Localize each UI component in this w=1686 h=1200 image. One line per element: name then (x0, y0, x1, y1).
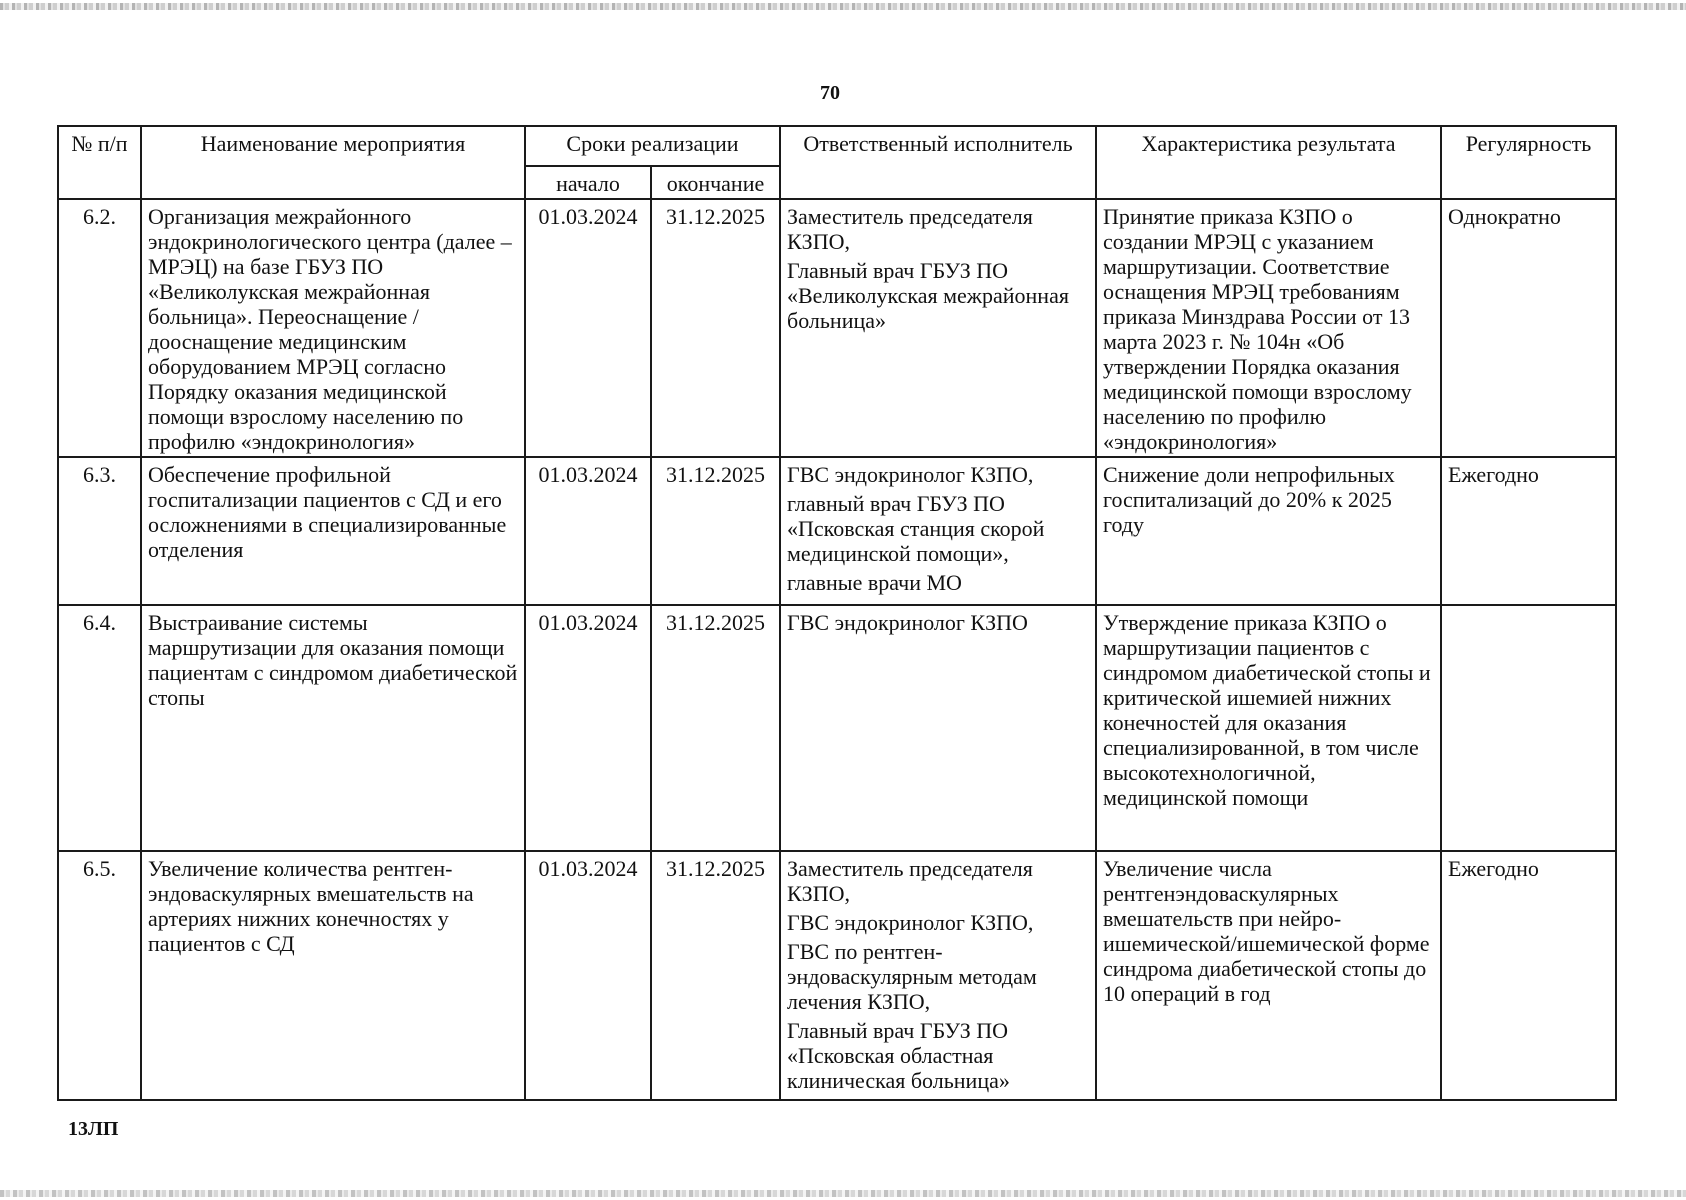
row-regularity: Ежегодно (1441, 457, 1616, 605)
row-name: Организация межрайонного эндокринологического центра (далее – МРЭЦ) на базе ГБУЗ ПО «Великолукская межрайонная больница». Переоснащение / дооснащение медицинским оборудованием МРЭЦ согласно Порядку оказания медицинской помощи взрослому населению по профилю «эндокринология» (141, 199, 525, 457)
responsible-line: ГВС по рентген-эндоваскулярным методам лечения КЗПО, (787, 939, 1037, 1014)
row-result: Утверждение приказа КЗПО о маршрутизации пациентов с синдромом диабетической стопы и критической ишемией нижних конечностей для оказания специализированной, в том числе высокотехнологичной, медицинской помощи (1096, 605, 1441, 851)
responsible-line: Заместитель председателя КЗПО, (787, 856, 1033, 906)
header-result: Характеристика результата (1096, 126, 1441, 199)
row-name: Обеспечение профильной госпитализации пациентов с СД и его осложнениями в специализированные отделения (141, 457, 525, 605)
row-num: 6.4. (58, 605, 141, 851)
row-end: 31.12.2025 (651, 605, 780, 851)
row-regularity: Ежегодно (1441, 851, 1616, 1100)
row-responsible (780, 457, 1096, 605)
row-result: Увеличение числа рентгенэндоваскулярных вмешательств при нейро-ишемической/ишемической форме синдрома диабетической стопы до 10 операций в год (1096, 851, 1441, 1100)
footer-code: 13ЛП (68, 1118, 119, 1140)
row-name: Выстраивание системы маршрутизации для оказания помощи пациентам с синдромом диабетической стопы (141, 605, 525, 851)
responsible-line: Заместитель председателя КЗПО, (787, 204, 1033, 254)
row-start: 01.03.2024 (525, 851, 651, 1100)
row-result: Принятие приказа КЗПО о создании МРЭЦ с указанием маршрутизации. Соответствие оснащения МРЭЦ требованиям приказа Минздрава России от 13 марта 2023 г. № 104н «Об утверждении Порядка оказания медицинской помощи взрослому населению по профилю «эндокринология» (1096, 199, 1441, 457)
row-responsible (780, 199, 1096, 457)
table-row (58, 851, 1616, 1100)
scan-edge-top (0, 3, 1686, 10)
row-end: 31.12.2025 (651, 199, 780, 457)
table-row (58, 457, 1616, 605)
scan-edge-bottom (0, 1190, 1686, 1197)
plan-table (57, 125, 1617, 1101)
responsible-line: ГВС эндокринолог КЗПО, (787, 910, 1034, 935)
header-responsible: Ответственный исполнитель (780, 126, 1096, 199)
table-row (58, 199, 1616, 457)
row-regularity: Однократно (1441, 199, 1616, 457)
row-regularity (1441, 605, 1616, 851)
row-start: 01.03.2024 (525, 605, 651, 851)
table-row (58, 605, 1616, 851)
row-num: 6.2. (58, 199, 141, 457)
row-end: 31.12.2025 (651, 457, 780, 605)
row-result: Снижение доли непрофильных госпитализаций до 20% к 2025 году (1096, 457, 1441, 605)
header-name: Наименование мероприятия (141, 126, 525, 199)
row-responsible (780, 605, 1096, 851)
row-start: 01.03.2024 (525, 199, 651, 457)
row-num: 6.3. (58, 457, 141, 605)
row-responsible (780, 851, 1096, 1100)
row-num: 6.5. (58, 851, 141, 1100)
row-name: Увеличение количества рентген-эндоваскулярных вмешательств на артериях нижних конечностях у пациентов с СД (141, 851, 525, 1100)
responsible-line: главные врачи МО (787, 570, 962, 595)
page-number: 70 (820, 82, 840, 104)
row-end: 31.12.2025 (651, 851, 780, 1100)
header-start: начало (525, 166, 651, 199)
responsible-line: главный врач ГБУЗ ПО «Псковская станция скорой медицинской помощи», (787, 491, 1045, 566)
header-end: окончание (651, 166, 780, 199)
header-num: № п/п (58, 126, 141, 199)
responsible-line: Главный врач ГБУЗ ПО «Великолукская межрайонная больница» (787, 258, 1069, 333)
header-terms: Сроки реализации (525, 126, 780, 166)
row-start: 01.03.2024 (525, 457, 651, 605)
header-row (58, 126, 1616, 166)
responsible-line: Главный врач ГБУЗ ПО «Псковская областная клиническая больница» (787, 1018, 1010, 1093)
responsible-line: ГВС эндокринолог КЗПО (787, 610, 1028, 635)
responsible-line: ГВС эндокринолог КЗПО, (787, 462, 1034, 487)
header-regularity: Регулярность (1441, 126, 1616, 199)
